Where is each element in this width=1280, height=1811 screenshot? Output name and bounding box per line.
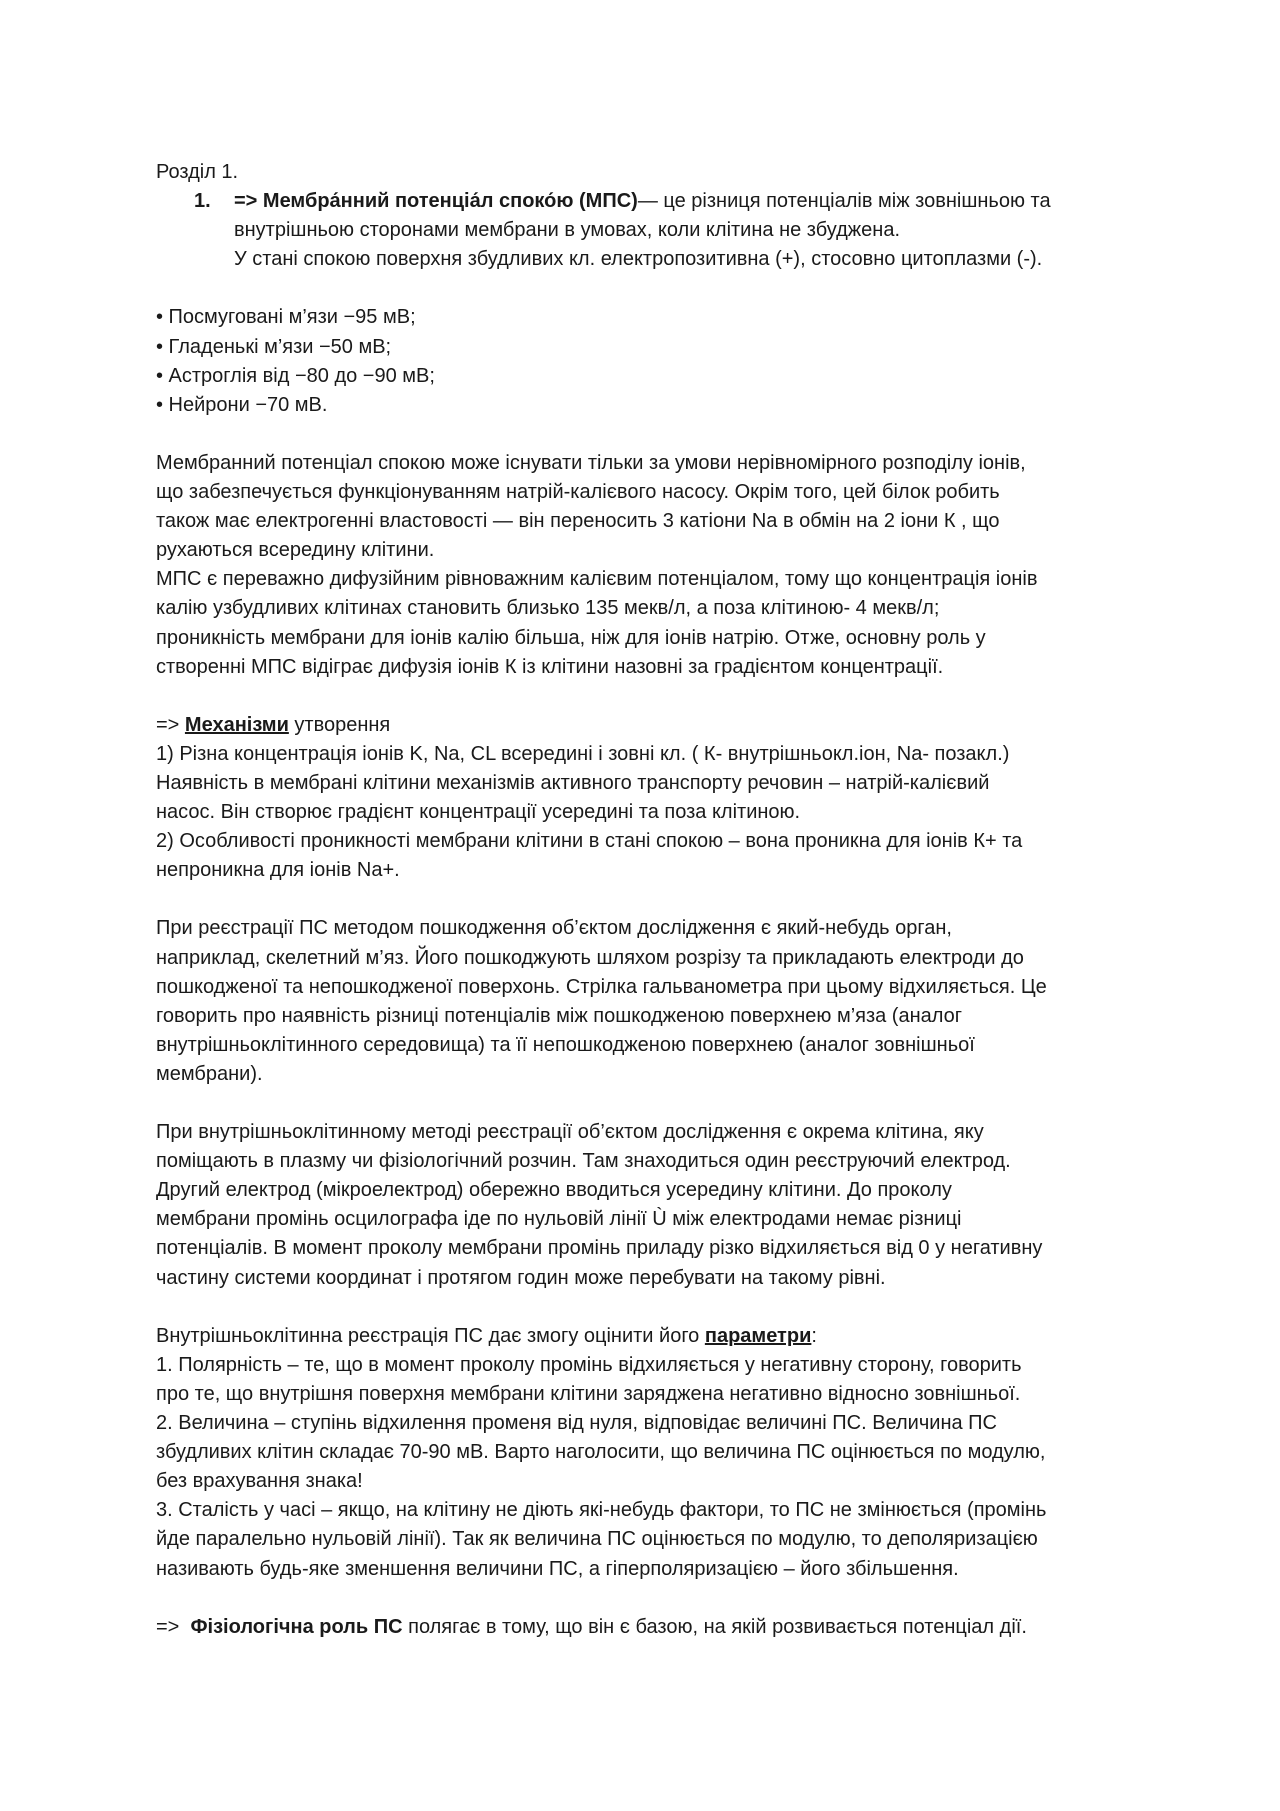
heading-prefix: Внутрішньоклітинна реєстрація ПС дає змогу оцінити його [156, 1324, 705, 1347]
text-line: збудливих клітин складає 70-90 мВ. Варто наголосити, що величина ПС оцінюється по модулю, [156, 1441, 1046, 1464]
list-item: • Посмуговані м’язи −95 мВ; [156, 306, 416, 329]
text-line: МПС є переважно дифузійним рівноважним калієвим потенціалом, тому що концентрація іонів [156, 568, 1038, 591]
text-line: пошкодженої та непошкодженої поверхонь. Стрілка гальванометра при цьому відхиляється. Це [156, 975, 1047, 998]
text-line: 2. Величина – ступінь відхилення променя від нуля, відповідає величині ПС. Величина ПС [156, 1412, 997, 1435]
text-line: насос. Він створює градієнт концентрації усередині та поза клітиною. [156, 801, 801, 824]
bullet-list [156, 303, 1146, 419]
text-line: Другий електрод (мікроелектрод) обережно вводиться усередину клітини. До проколу [156, 1179, 952, 1202]
text-line: створенні МПС відіграє дифузія іонів К із клітини назовні за градієнтом концентрації. [156, 655, 944, 678]
role-term: Фізіологічна роль ПС [190, 1615, 403, 1638]
definition-line-1 [234, 187, 1146, 216]
physiological-role [156, 1613, 1146, 1642]
parameters-keyword: параметри [704, 1324, 812, 1347]
definition-term: => Мембра́нний потенціа́л споко́ю (МПС) [234, 190, 638, 213]
role-text: полягає в тому, що він є базою, на якій розвивається потенціал дії. [402, 1615, 1027, 1638]
text-line: мембрани). [156, 1062, 263, 1085]
text-line: говорить про наявність різниці потенціалів між пошкодженою поверхнею м’яза (аналог [156, 1004, 963, 1027]
mechanisms-keyword: Механізми [184, 713, 289, 736]
document-page [156, 158, 1146, 1642]
text-line: також має електрогенні властовості — він переносить 3 катіони Na в обмін на 2 іони К , що [156, 510, 1000, 533]
text-line: При внутрішньоклітинному методі реєстрації об’єктом дослідження є окрема клітина, яку [156, 1121, 984, 1144]
text-line: йде паралельно нульовій лінії). Так як величина ПС оцінюється по модулю, то деполяризацією [156, 1528, 1038, 1551]
definition-number: 1. [194, 190, 211, 213]
text-line: називають будь-яке зменшення величини ПС, а гіперполяризацією – його збільшення. [156, 1557, 959, 1580]
list-item: • Нейрони −70 мВ. [156, 393, 328, 416]
paragraph-mps [156, 449, 1146, 682]
definition-line-2: внутрішньою сторонами мембрани в умовах, коли клітина не збуджена. [234, 219, 900, 242]
paragraph-damage-method [156, 914, 1146, 1089]
text-line: калію узбудливих клітинах становить близько 135 мекв/л, а поза клітиною- 4 мекв/л; [156, 597, 940, 620]
heading-suffix: : [811, 1324, 817, 1347]
role-prefix: => [156, 1615, 191, 1638]
text-line: При реєстрації ПС методом пошкодження об’єктом дослідження є який-небудь орган, [156, 917, 952, 940]
text-line: проникність мембрани для іонів калію більша, ніж для іонів натрію. Отже, основну роль у [156, 626, 986, 649]
definition-rest: — це різниця потенціалів між зовнішньою та [637, 190, 1051, 213]
heading-prefix: => [156, 713, 185, 736]
text-line: 1. Полярність – те, що в момент проколу промінь відхиляється у негативну сторону, говорить [156, 1353, 1022, 1376]
text-line: Наявність в мембрані клітини механізмів активного транспорту речовин – натрій-калієвий [156, 771, 990, 794]
list-item: • Гладенькі м’язи −50 мВ; [156, 335, 392, 358]
text-line: рухаються всередину клітини. [156, 539, 435, 562]
text-line: частину системи координат і протягом годин може перебувати на такому рівні. [156, 1266, 886, 1289]
text-line: поміщають в плазму чи фізіологічний розчин. Там знаходиться один реєструючий електрод. [156, 1150, 1011, 1173]
list-item: • Астроглія від −80 до −90 мВ; [156, 364, 435, 387]
definition-line-3: У стані спокою поверхня збудливих кл. електропозитивна (+), стосовно цитоплазми (-). [234, 248, 1043, 271]
text-line: 3. Сталість у часі – якщо, на клітину не діють які-небудь фактори, то ПС не змінюється (промінь [156, 1499, 1047, 1522]
mechanisms-section [156, 711, 1146, 886]
text-line: Мембранний потенціал спокою може існувати тільки за умови нерівномірного розподілу іонів, [156, 451, 1026, 474]
text-line: що забезпечується функціонуванням натрій-калієвого насосу. Окрім того, цей білок робить [156, 481, 1000, 504]
text-line: непроникна для іонів Na+. [156, 859, 400, 882]
text-line: про те, що внутрішня поверхня мембрани клітини заряджена негативно відносно зовнішньої. [156, 1382, 1021, 1405]
paragraph-intracellular-method [156, 1118, 1146, 1293]
text-line: 1) Різна концентрація іонів K, Na, CL всередині і зовні кл. ( К- внутрішньокл.іон, Na- позакл.) [156, 742, 1010, 765]
text-line: без врахування знака! [156, 1470, 363, 1493]
text-line: 2) Особливості проникності мембрани клітини в стані спокою – вона проникна для іонів К+ та [156, 830, 1023, 853]
text-line: потенціалів. В момент проколу мембрани промінь приладу різко відхиляється від 0 у негативну [156, 1237, 1043, 1260]
definition-item [156, 187, 1146, 274]
text-line: мембрани промінь осцилографа іде по нульовій лінії Ù між електродами немає різниці [156, 1208, 962, 1231]
text-line: внутрішньоклітинного середовища) та її непошкодженою поверхнею (аналог зовнішньої [156, 1033, 975, 1056]
mechanisms-heading [156, 711, 1146, 740]
parameters-heading [156, 1322, 1146, 1351]
heading-suffix: утворення [288, 713, 391, 736]
text-line: наприклад, скелетний м’яз. Його пошкоджують шляхом розрізу та прикладають електроди до [156, 946, 1024, 969]
section-title: Розділ 1. [156, 161, 239, 183]
parameters-section [156, 1322, 1146, 1584]
